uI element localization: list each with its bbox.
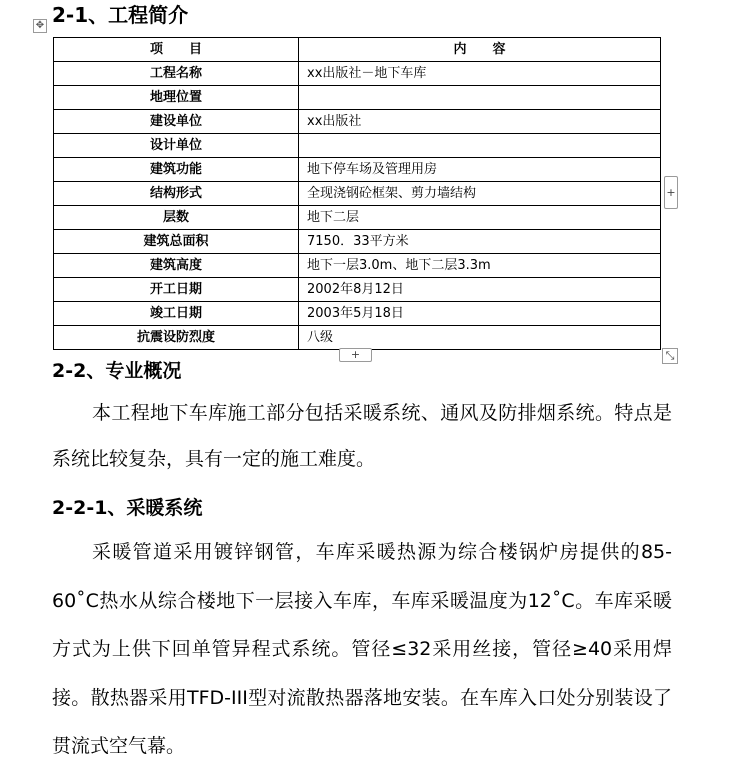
row-value: 全现浇钢砼框架、剪力墙结构: [299, 182, 661, 206]
row-value: 2002年8月12日: [299, 278, 661, 302]
table-row: [54, 182, 661, 206]
table-row: [54, 62, 661, 86]
row-value: xx出版社－地下车库: [299, 62, 661, 86]
row-label: 开工日期: [54, 278, 299, 302]
table-row: [54, 302, 661, 326]
table-row: [54, 206, 661, 230]
row-value: xx出版社: [299, 110, 661, 134]
table-move-handle-icon[interactable]: ✥: [33, 19, 47, 33]
table-row: [54, 254, 661, 278]
add-column-button[interactable]: +: [664, 176, 678, 209]
add-row-button[interactable]: +: [339, 348, 372, 362]
table-row: [54, 158, 661, 182]
row-value: 地下二层: [299, 206, 661, 230]
row-value: 地下一层3.0m、地下二层3.3m: [299, 254, 661, 278]
table-row: [54, 326, 661, 350]
row-value: 地下停车场及管理用房: [299, 158, 661, 182]
row-value: 2003年5月18日: [299, 302, 661, 326]
row-label: 抗震设防烈度: [54, 326, 299, 350]
row-label: 建筑总面积: [54, 230, 299, 254]
row-label: 建筑高度: [54, 254, 299, 278]
table-row: [54, 278, 661, 302]
table-row: [54, 110, 661, 134]
row-label: 建筑功能: [54, 158, 299, 182]
table-row: [54, 134, 661, 158]
section-title-project-intro: 2-1、工程简介: [52, 3, 189, 27]
row-label: 设计单位: [54, 134, 299, 158]
row-label: 建设单位: [54, 110, 299, 134]
row-label: 层数: [54, 206, 299, 230]
table-row: [54, 230, 661, 254]
table-row: [54, 86, 661, 110]
header-cell-item: 项 目: [54, 38, 299, 62]
overview-paragraph: 本工程地下车库施工部分包括采暖系统、通风及防排烟系统。特点是系统比较复杂，具有一定的施工难度。: [52, 402, 672, 470]
section-title-heating-system: 2-2-1、采暖系统: [52, 497, 203, 519]
row-value: 八级: [299, 326, 661, 350]
row-label: 结构形式: [54, 182, 299, 206]
table-header-row: [54, 38, 661, 62]
project-info-table: [53, 37, 661, 350]
heating-paragraph: 采暖管道采用镀锌钢管，车库采暖热源为综合楼锅炉房提供的85-60˚C热水从综合楼地下一层接入车库，车库采暖温度为12˚C。车库采暖方式为上供下回单管异程式系统。管径≤32采用丝接，管径≥40采用焊接。散热器采用TFD-III型对流散热器落地安装。在车库入口处分别装设了贯流式空气幕。: [52, 541, 672, 757]
row-value: [299, 134, 661, 158]
row-label: 工程名称: [54, 62, 299, 86]
row-label: 地理位置: [54, 86, 299, 110]
row-value: 7150．33平方米: [299, 230, 661, 254]
section-title-specialty-overview: 2-2、专业概况: [52, 360, 182, 382]
table-resize-handle-icon[interactable]: ⤡: [662, 348, 678, 364]
row-value: [299, 86, 661, 110]
row-label: 竣工日期: [54, 302, 299, 326]
header-cell-content: 内 容: [299, 38, 661, 62]
